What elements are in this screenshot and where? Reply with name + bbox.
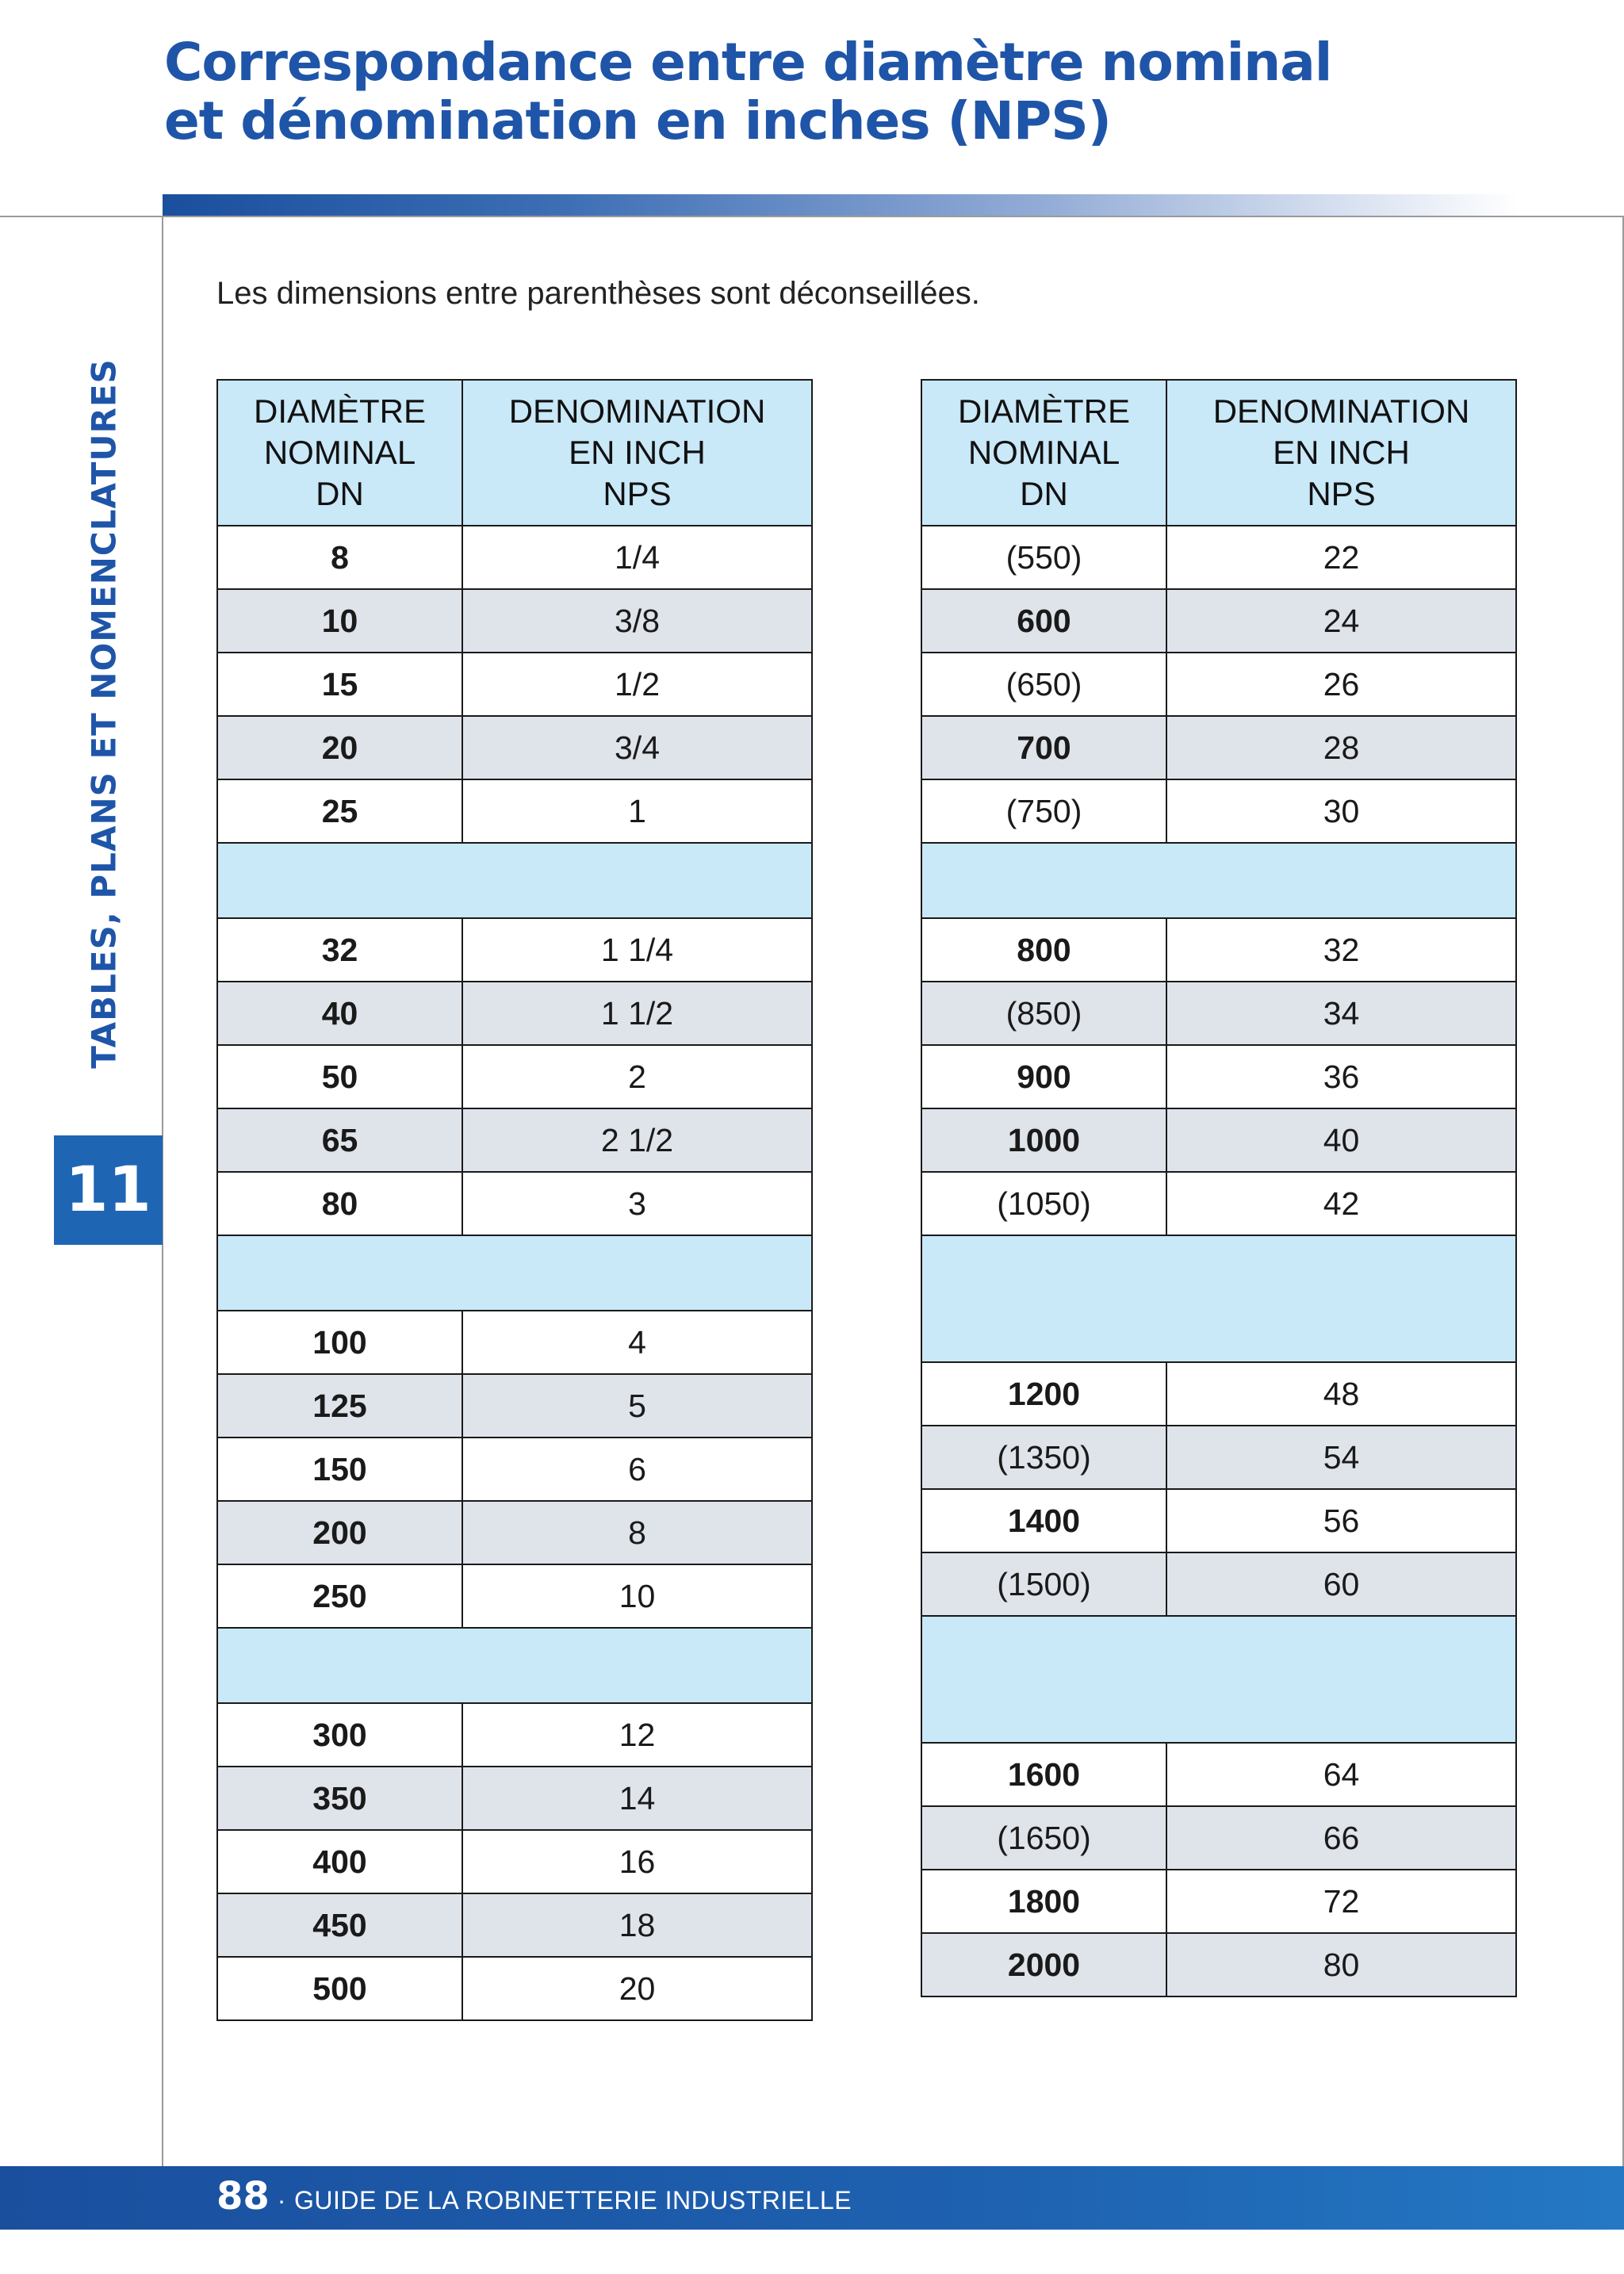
dn-cell: 8 — [217, 526, 462, 589]
table-row — [217, 1311, 812, 1374]
nps-cell: 32 — [1166, 918, 1516, 982]
page-number: 88 — [216, 2174, 270, 2218]
nps-cell: 10 — [462, 1564, 812, 1628]
table-header-row — [921, 380, 1516, 526]
group-separator-cell — [921, 1616, 1516, 1743]
table-row — [217, 1767, 812, 1830]
nps-cell: 6 — [462, 1438, 812, 1501]
nps-cell: 1/2 — [462, 653, 812, 716]
dn-cell: 20 — [217, 716, 462, 779]
nps-cell: 24 — [1166, 589, 1516, 653]
page-title-line-2: et dénomination en inches (NPS) — [164, 90, 1111, 151]
frame-top-rule — [0, 216, 1624, 217]
table-row — [921, 1806, 1516, 1870]
table-row — [217, 1108, 812, 1172]
dn-cell: (1500) — [921, 1552, 1166, 1616]
dn-cell: 1600 — [921, 1743, 1166, 1806]
nps-cell: 72 — [1166, 1870, 1516, 1933]
header-dn: DIAMÈTRE NOMINAL DN — [921, 380, 1166, 526]
dn-cell: 200 — [217, 1501, 462, 1564]
dn-cell: (1350) — [921, 1426, 1166, 1489]
dn-cell: 600 — [921, 589, 1166, 653]
table-row — [921, 1045, 1516, 1108]
left-correspondence-table — [216, 379, 813, 2021]
nps-cell: 30 — [1166, 779, 1516, 843]
dn-cell: 450 — [217, 1893, 462, 1957]
dn-cell: 25 — [217, 779, 462, 843]
intro-note: Les dimensions entre parenthèses sont déconseillées. — [216, 276, 980, 311]
table-row — [921, 653, 1516, 716]
nps-cell: 1 1/4 — [462, 918, 812, 982]
dn-cell: (750) — [921, 779, 1166, 843]
nps-cell: 80 — [1166, 1933, 1516, 1996]
nps-cell: 18 — [462, 1893, 812, 1957]
nps-cell: 1/4 — [462, 526, 812, 589]
table-row — [217, 1957, 812, 2020]
dn-cell: 15 — [217, 653, 462, 716]
table-row — [217, 982, 812, 1045]
nps-cell: 36 — [1166, 1045, 1516, 1108]
nps-cell: 8 — [462, 1501, 812, 1564]
nps-cell: 14 — [462, 1767, 812, 1830]
dn-cell: 32 — [217, 918, 462, 982]
dn-cell: 1200 — [921, 1362, 1166, 1426]
dn-cell: 500 — [217, 1957, 462, 2020]
nps-cell: 20 — [462, 1957, 812, 2020]
dn-cell: 50 — [217, 1045, 462, 1108]
dn-cell: 400 — [217, 1830, 462, 1893]
nps-cell: 42 — [1166, 1172, 1516, 1235]
nps-cell: 28 — [1166, 716, 1516, 779]
table-row — [217, 1564, 812, 1628]
table-row — [217, 779, 812, 843]
title-gradient-bar — [163, 194, 1519, 216]
nps-cell: 3/4 — [462, 716, 812, 779]
dn-cell: 10 — [217, 589, 462, 653]
dn-cell: 125 — [217, 1374, 462, 1438]
chapter-number-badge: 11 — [54, 1135, 163, 1245]
dn-cell: 1800 — [921, 1870, 1166, 1933]
nps-cell: 3 — [462, 1172, 812, 1235]
table-row — [921, 1552, 1516, 1616]
nps-cell: 48 — [1166, 1362, 1516, 1426]
table-row — [217, 918, 812, 982]
dn-cell: 350 — [217, 1767, 462, 1830]
page-title — [164, 33, 1576, 151]
dn-cell: (1050) — [921, 1172, 1166, 1235]
dn-cell: 300 — [217, 1703, 462, 1767]
group-separator-cell — [217, 1628, 812, 1703]
nps-cell: 12 — [462, 1703, 812, 1767]
dn-cell: 1400 — [921, 1489, 1166, 1552]
header-nps: DENOMINATION EN INCH NPS — [1166, 380, 1516, 526]
group-separator-cell — [921, 843, 1516, 918]
group-separator-row — [217, 1235, 812, 1311]
table-row — [921, 982, 1516, 1045]
group-separator-row — [217, 1628, 812, 1703]
group-separator-row — [921, 1616, 1516, 1743]
header-dn: DIAMÈTRE NOMINAL DN — [217, 380, 462, 526]
group-separator-row — [921, 1235, 1516, 1362]
dn-cell: 800 — [921, 918, 1166, 982]
dn-cell: (550) — [921, 526, 1166, 589]
dn-cell: 100 — [217, 1311, 462, 1374]
table-row — [217, 1830, 812, 1893]
nps-cell: 60 — [1166, 1552, 1516, 1616]
dn-cell: 65 — [217, 1108, 462, 1172]
table-row — [921, 716, 1516, 779]
header-nps: DENOMINATION EN INCH NPS — [462, 380, 812, 526]
table-row — [217, 1172, 812, 1235]
table-row — [921, 779, 1516, 843]
table-row — [217, 1045, 812, 1108]
nps-cell: 1 — [462, 779, 812, 843]
table-row — [921, 526, 1516, 589]
table-row — [217, 1374, 812, 1438]
table-row — [217, 589, 812, 653]
nps-cell: 64 — [1166, 1743, 1516, 1806]
table-row — [921, 589, 1516, 653]
nps-cell: 22 — [1166, 526, 1516, 589]
nps-cell: 4 — [462, 1311, 812, 1374]
nps-cell: 26 — [1166, 653, 1516, 716]
nps-cell: 56 — [1166, 1489, 1516, 1552]
table-row — [921, 1489, 1516, 1552]
table-row — [921, 1870, 1516, 1933]
dn-cell: 2000 — [921, 1933, 1166, 1996]
table-row — [217, 526, 812, 589]
page-title-line-1: Correspondance entre diamètre nominal — [164, 32, 1332, 93]
table-row — [217, 716, 812, 779]
dn-cell: (650) — [921, 653, 1166, 716]
nps-cell: 1 1/2 — [462, 982, 812, 1045]
nps-cell: 66 — [1166, 1806, 1516, 1870]
group-separator-row — [921, 843, 1516, 918]
footer-separator: · — [277, 2186, 286, 2215]
group-separator-row — [217, 843, 812, 918]
dn-cell: 250 — [217, 1564, 462, 1628]
footer-text — [216, 2174, 852, 2218]
table-row — [921, 1743, 1516, 1806]
table-row — [217, 1893, 812, 1957]
dn-cell: 900 — [921, 1045, 1166, 1108]
nps-cell: 54 — [1166, 1426, 1516, 1489]
table-row — [921, 1362, 1516, 1426]
dn-cell: 80 — [217, 1172, 462, 1235]
group-separator-cell — [217, 1235, 812, 1311]
nps-cell: 2 — [462, 1045, 812, 1108]
nps-cell: 3/8 — [462, 589, 812, 653]
table-header-row — [217, 380, 812, 526]
dn-cell: 1000 — [921, 1108, 1166, 1172]
right-correspondence-table — [921, 379, 1517, 1997]
table-row — [217, 1703, 812, 1767]
group-separator-cell — [217, 843, 812, 918]
nps-cell: 34 — [1166, 982, 1516, 1045]
table-row — [921, 918, 1516, 982]
table-row — [921, 1933, 1516, 1996]
table-row — [921, 1108, 1516, 1172]
section-side-label: TABLES, PLANS ET NOMENCLATURES — [84, 358, 124, 1069]
table-row — [921, 1172, 1516, 1235]
dn-cell: 150 — [217, 1438, 462, 1501]
table-row — [217, 1501, 812, 1564]
table-row — [217, 1438, 812, 1501]
nps-cell: 40 — [1166, 1108, 1516, 1172]
dn-cell: 40 — [217, 982, 462, 1045]
nps-cell: 16 — [462, 1830, 812, 1893]
nps-cell: 2 1/2 — [462, 1108, 812, 1172]
dn-cell: (850) — [921, 982, 1166, 1045]
group-separator-cell — [921, 1235, 1516, 1362]
footer-guide-title: GUIDE DE LA ROBINETTERIE INDUSTRIELLE — [293, 2186, 852, 2215]
dn-cell: 700 — [921, 716, 1166, 779]
nps-cell: 5 — [462, 1374, 812, 1438]
table-row — [217, 653, 812, 716]
table-row — [921, 1426, 1516, 1489]
dn-cell: (1650) — [921, 1806, 1166, 1870]
